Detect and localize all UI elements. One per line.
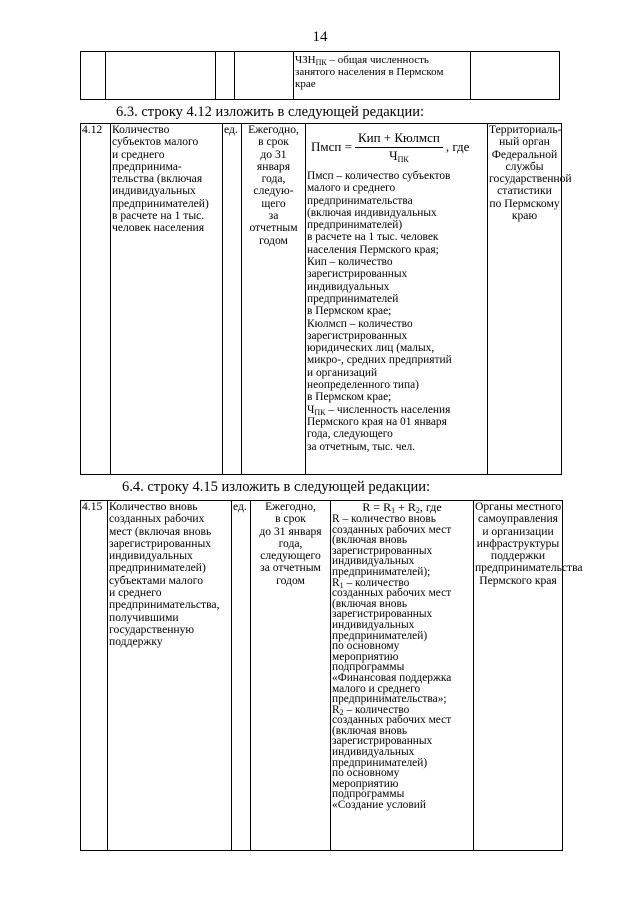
- method-line: $R_2$ – количество: [332, 703, 410, 717]
- method-line: по основному: [332, 640, 400, 653]
- method-line: предпринимателей);: [332, 565, 431, 578]
- formula-pmsp: Пмсп = $\frac{\text{Кип + Кюлмсп}}{Ч_{ПК}}$ , где: [311, 130, 470, 164]
- method-line: зарегистрированных: [332, 544, 433, 557]
- name-line: и среднего: [109, 586, 162, 600]
- method-line: предпринимательства»;: [332, 693, 447, 706]
- method-line: зарегистрированных: [307, 329, 408, 342]
- name-line: государственную: [109, 622, 195, 636]
- name-line: субъектов малого: [112, 135, 199, 149]
- method-line: в расчете на 1 тыс. человек: [307, 231, 439, 244]
- name-line: в расчете на 1 тыс.: [112, 209, 205, 223]
- method-line: малого и среднего: [307, 182, 396, 195]
- method-line: Кип – количество: [307, 256, 393, 269]
- method-line: $Ч_{ПК}$ – численность населения: [307, 403, 451, 417]
- method-line: мероприятию: [332, 777, 399, 790]
- page-number: 14: [312, 29, 328, 45]
- top-cell-unit: [216, 52, 235, 100]
- method-line: предпринимательства: [307, 194, 413, 207]
- method-line: (включая вновь: [332, 534, 408, 547]
- method-line: зарегистрированных: [332, 735, 433, 748]
- indicator-name: [111, 124, 223, 475]
- name-line: поддержку: [109, 635, 163, 649]
- method-line: индивидуальных: [307, 280, 390, 293]
- method-line: и организаций: [307, 366, 378, 379]
- row-number: 4.15: [81, 501, 108, 851]
- name-line: зарегистрированных: [109, 536, 212, 550]
- method-line: (включая индивидуальных: [307, 206, 437, 219]
- unit: ед.: [232, 501, 251, 851]
- method-line: за отчетным, тыс. чел.: [307, 440, 416, 453]
- table-row-4-12: [80, 123, 572, 475]
- definition-line: крае: [295, 78, 316, 90]
- unit: ед.: [223, 124, 242, 475]
- method-line: R – количество вновь: [332, 513, 436, 525]
- definition-czn: $ЧЗН_{ПК}$ – общая численность: [295, 54, 429, 67]
- method-line: $R_1$ – количество: [332, 576, 410, 590]
- top-table: [80, 51, 560, 100]
- calculation-method: [306, 124, 488, 475]
- definition-line: занятого населения в Пермском: [295, 66, 444, 78]
- method-line: Кюлмсп – количество: [307, 317, 413, 330]
- method-line: Пмсп – количество субъектов: [307, 170, 451, 182]
- method-line: зарегистрированных: [307, 268, 408, 281]
- name-line: предпринимателей): [109, 561, 206, 575]
- method-line: микро-, средних предприятий: [307, 354, 452, 367]
- section-heading-6-3: 6.3. строку 4.12 изложить в следующей редакции:: [116, 104, 424, 120]
- method-line: индивидуальных: [332, 555, 415, 568]
- method-line: населения Пермского края;: [307, 243, 439, 256]
- name-line: тельства (включая: [112, 172, 203, 186]
- name-line: созданных рабочих: [109, 512, 205, 526]
- method-line: «Создание условий: [332, 799, 426, 812]
- method-line: «Финансовая поддержка: [332, 671, 452, 684]
- method-line: Пермского края на 01 января: [307, 415, 447, 428]
- name-line: индивидуальных: [109, 549, 193, 563]
- name-line: субъектами малого: [109, 573, 204, 587]
- name-line: Количество: [112, 123, 170, 136]
- method-line: предпринимателей): [332, 756, 428, 769]
- top-cell-number: [81, 52, 106, 100]
- method-line: индивидуальных: [332, 618, 415, 631]
- name-line: индивидуальных: [112, 184, 196, 198]
- method-line: созданных рабочих мест: [332, 523, 452, 536]
- method-line: индивидуальных: [332, 746, 415, 759]
- method-line: подпрограммы: [332, 661, 405, 674]
- data-source: Территориаль- ный орган Федеральной службы государственной статистики по Пермскому краю: [488, 124, 562, 475]
- method-line: предпринимателей): [307, 219, 403, 232]
- row-number: 4.12: [81, 124, 111, 475]
- method-line: (включая вновь: [332, 724, 408, 737]
- name-line: предпринима-: [112, 159, 182, 173]
- reporting-period: Ежегодно, в срок до 31 января года, следую- щего за отчетным годом: [242, 124, 306, 475]
- section-heading-6-4: 6.4. строку 4.15 изложить в следующей редакции:: [122, 479, 430, 495]
- table-row-4-15: [80, 500, 583, 851]
- method-line: года, следующего: [307, 428, 393, 441]
- method-line: подпрограммы: [332, 788, 405, 801]
- name-line: мест (включая вновь: [109, 524, 212, 538]
- method-line: созданных рабочих мест: [332, 714, 452, 727]
- name-line: получившими: [109, 610, 179, 624]
- indicator-name: [108, 501, 232, 851]
- data-source: Органы местного самоуправления и организации инфраструктуры поддержки предпринимательства Пермского края: [474, 501, 563, 851]
- name-line: и среднего: [112, 147, 165, 161]
- top-cell-method: [294, 52, 471, 100]
- method-line: в Пермском крае;: [307, 305, 392, 318]
- method-line: зарегистрированных: [332, 608, 433, 621]
- method-line: по основному: [332, 767, 400, 780]
- formula-r: $R = R_1 + R_2$, где: [362, 500, 442, 515]
- name-line: предпринимателей): [112, 196, 209, 210]
- calculation-method: [331, 501, 474, 851]
- method-line: предпринимателей): [332, 629, 428, 642]
- method-line: (включая вновь: [332, 597, 408, 610]
- top-cell-name: [106, 52, 216, 100]
- top-cell-source: [471, 52, 560, 100]
- name-line: Количество вновь: [109, 500, 198, 513]
- method-line: юридических лиц (малых,: [307, 342, 435, 355]
- method-line: созданных рабочих мест: [332, 587, 452, 600]
- name-line: человек населения: [112, 221, 205, 235]
- method-line: малого и среднего: [332, 682, 421, 695]
- method-line: неопределенного типа): [307, 379, 419, 392]
- top-cell-period: [235, 52, 294, 100]
- method-line: в Пермском крае;: [307, 391, 392, 404]
- reporting-period: Ежегодно, в срок до 31 января года, следующего за отчетным годом: [251, 501, 331, 851]
- name-line: предпринимательства,: [109, 598, 220, 612]
- formula-fraction: $\frac{\text{Кип + Кюлмсп}}{Ч_{ПК}}$: [355, 132, 443, 162]
- method-line: мероприятию: [332, 650, 399, 663]
- method-line: предпринимателей: [307, 292, 399, 305]
